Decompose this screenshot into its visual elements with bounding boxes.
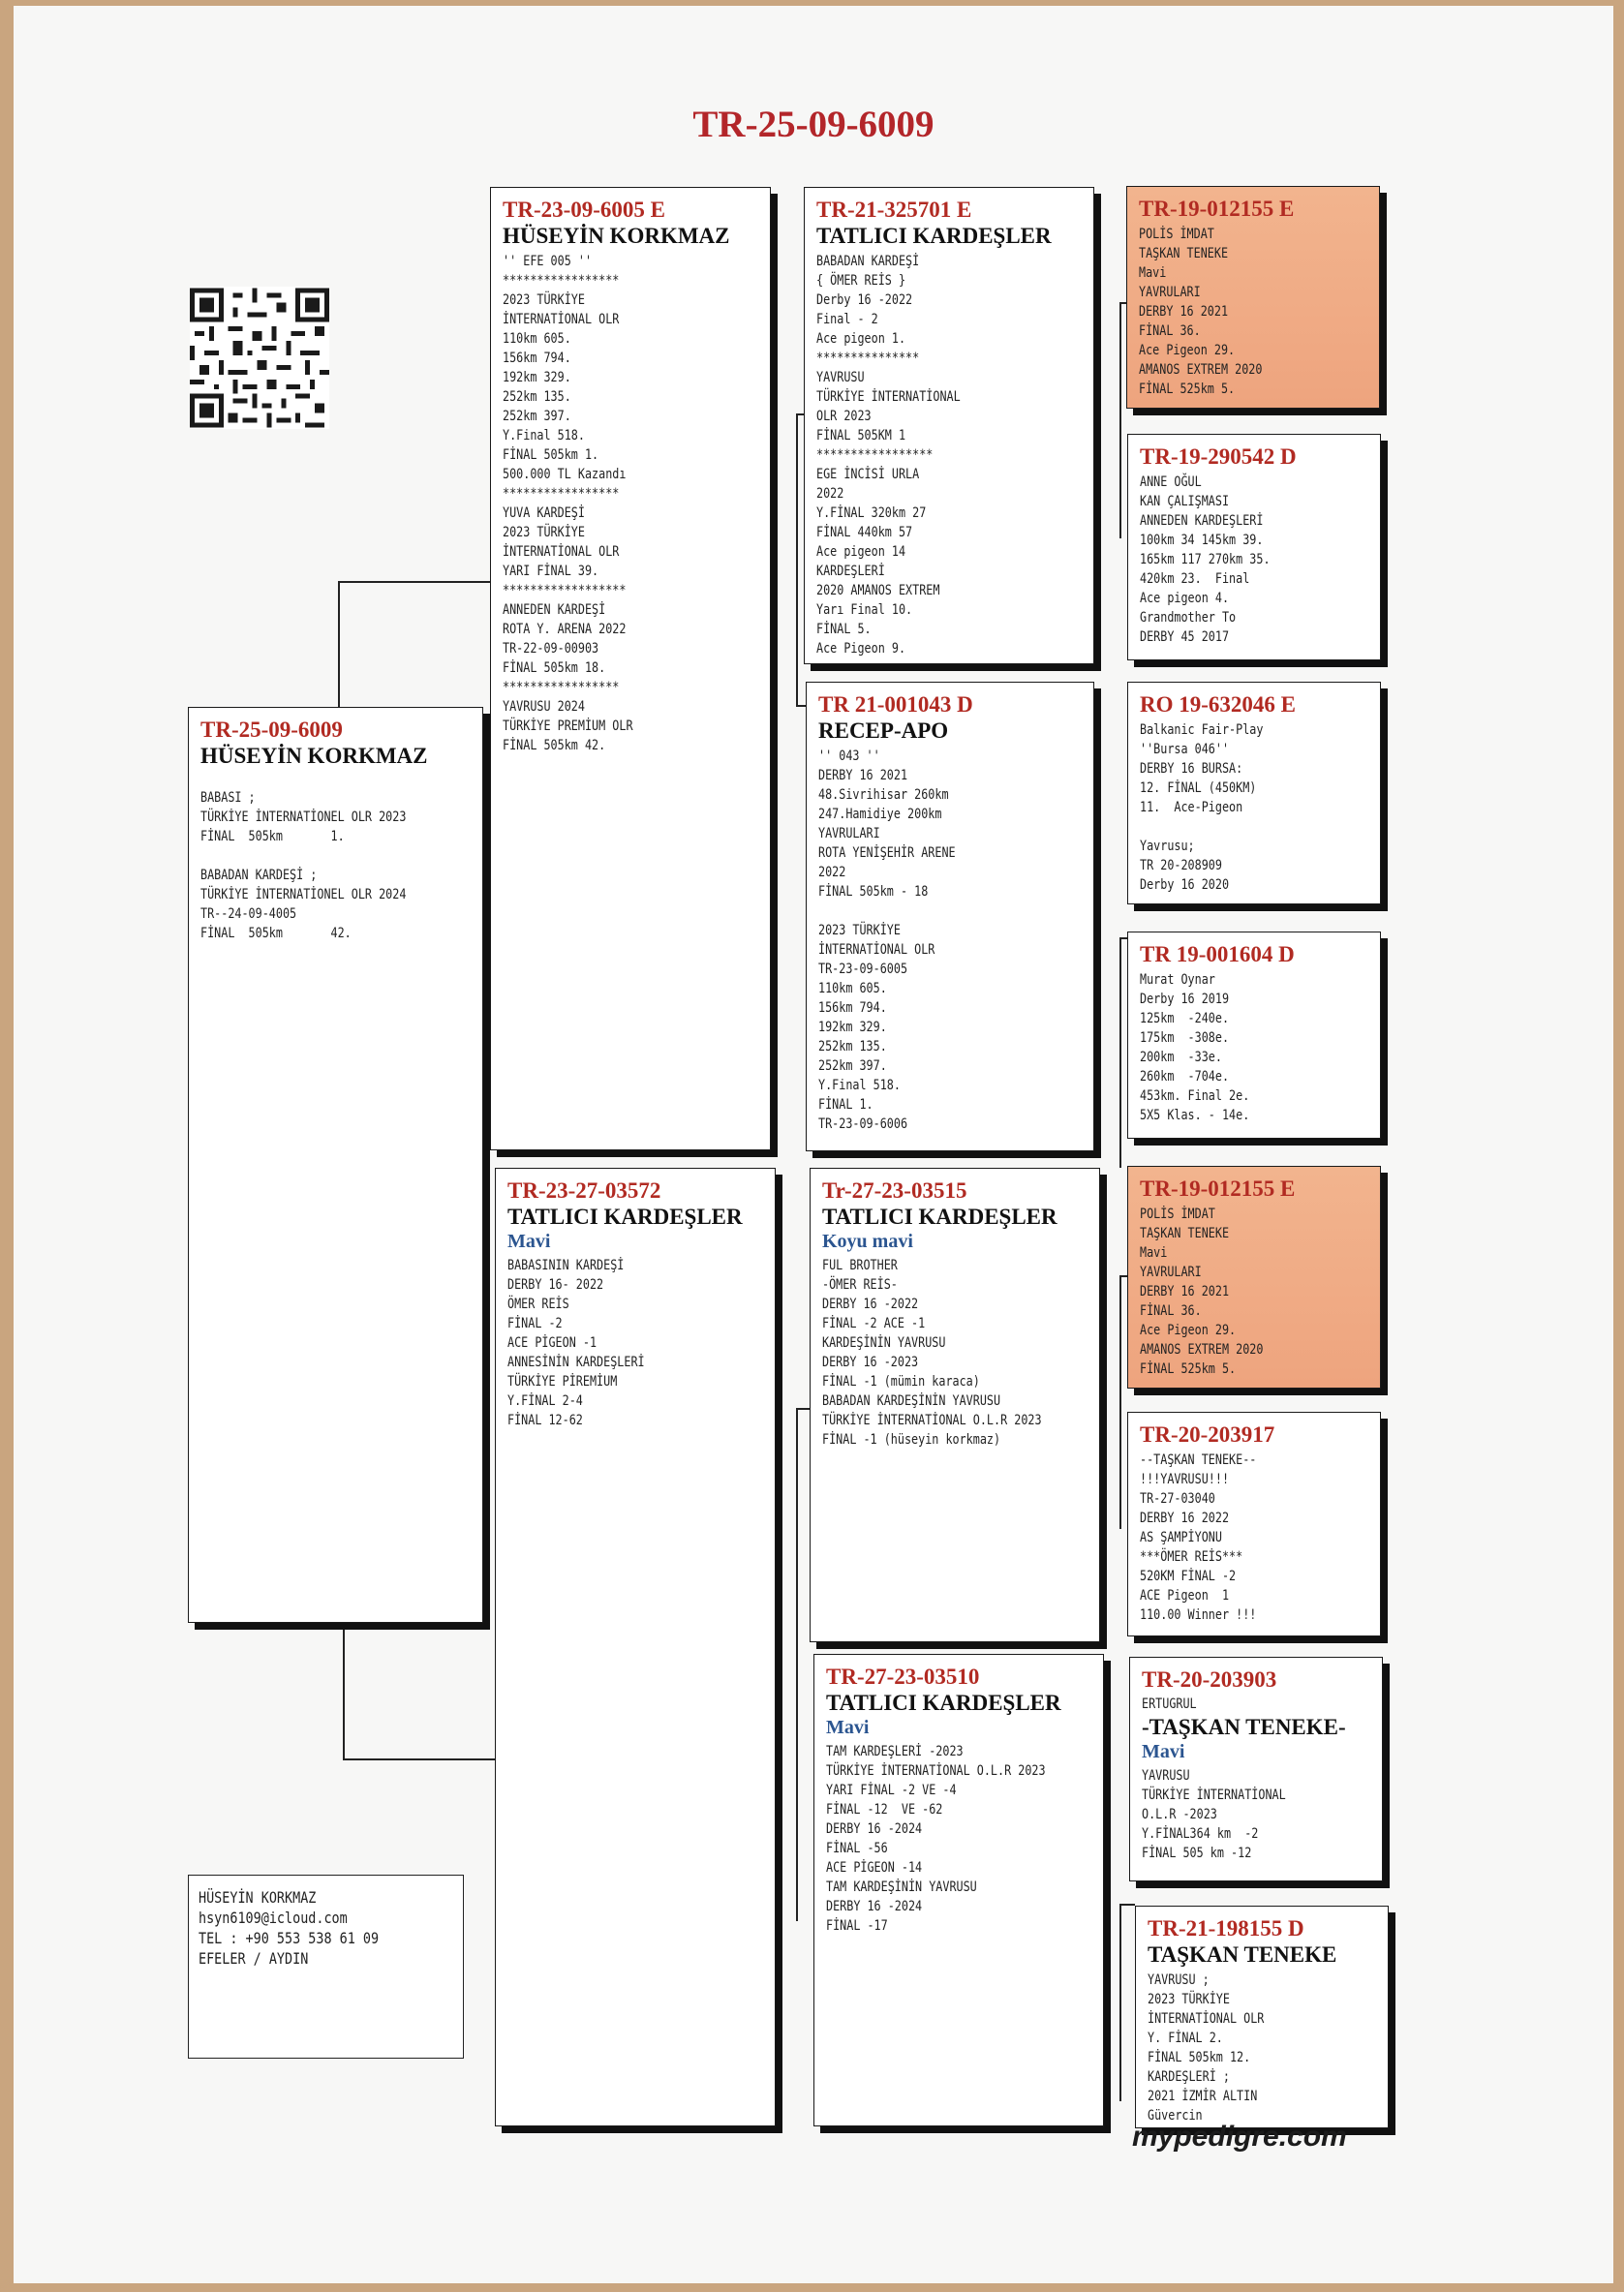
great-grandparent-card bbox=[1126, 186, 1380, 409]
color-label: Mavi bbox=[507, 1231, 551, 1252]
ring-number: TR-19-012155 E bbox=[1140, 1177, 1296, 1201]
brand-logo: mypedigre.com bbox=[1132, 2121, 1347, 2153]
owner-name: TATLICI KARDEŞLER bbox=[826, 1691, 1061, 1715]
color-label: Koyu mavi bbox=[822, 1231, 913, 1252]
card-notes: POLİS İMDAT TAŞKAN TENEKE Mavi YAVRULARI DERBY 16 2021 FİNAL 36. Ace Pigeon 29. AMANOS EXTREM 2020 FİNAL 525km 5. bbox=[1139, 227, 1263, 397]
ring-number: TR-20-203903 bbox=[1142, 1667, 1277, 1692]
connector-line bbox=[796, 413, 798, 707]
grandparent-card bbox=[810, 1168, 1100, 1642]
qr-code-icon bbox=[190, 287, 329, 429]
card-notes: '' 043 '' DERBY 16 2021 48.Sivrihisar 260km 247.Hamidiye 200km YAVRULARI ROTA YENİŞEHİR ARENE 2022 FİNAL 505km - 18 2023 TÜRKİYE İNTERNATİONAL OLR TR-23-09-6005 110km 605. 156km 794. 192km 329. 252km 135. 252km 397. Y.Final 518. FİNAL 1. TR-23-09-6006 bbox=[818, 749, 956, 1132]
owner-name: RECEP-APO bbox=[818, 718, 949, 743]
ring-number: TR-23-27-03572 bbox=[507, 1178, 661, 1203]
owner-name: HÜSEYİN KORKMAZ bbox=[503, 224, 730, 248]
ring-number: TR-21-198155 D bbox=[1148, 1916, 1304, 1941]
contact-info: HÜSEYİN KORKMAZ hsyn6109@icloud.com TEL : +90 553 538 61 09 EFELER / AYDIN bbox=[199, 1888, 380, 1968]
pedigree-sheet bbox=[14, 6, 1613, 2283]
connector-line bbox=[338, 581, 505, 583]
ring-number: TR-21-325701 E bbox=[816, 198, 972, 222]
card-notes: '' EFE 005 '' ***************** 2023 TÜRKİYE İNTERNATİONAL OLR 110km 605. 156km 794. 192km 329. 252km 135. 252km 397. Y.Final 518. FİNAL 505km 1. 500.000 TL Kazandı ***************** YUVA KARDEŞİ 2023 TÜRKİYE İNTERNATİONAL OLR YARI FİNAL 39. ****************** ANNEDEN KARDEŞİ ROTA Y. ARENA 2022 TR-22-09-00903 FİNAL 505km 18. ***************** YAVRUSU 2024 TÜRKİYE PREMİUM OLR FİNAL 505km 42. bbox=[503, 254, 633, 753]
ring-number: TR-25-09-6009 bbox=[200, 718, 343, 742]
owner-name: TATLICI KARDEŞLER bbox=[816, 224, 1052, 248]
card-notes: ANNE OĞUL KAN ÇALIŞMASI ANNEDEN KARDEŞLERİ 100km 34 145km 39. 165km 117 270km 35. 420km 23. Final Ace pigeon 4. Grandmother To DERBY 45 2017 bbox=[1140, 474, 1271, 645]
ring-number: TR 19-001604 D bbox=[1140, 942, 1295, 966]
contact-card bbox=[188, 1875, 464, 2059]
dam-card bbox=[495, 1168, 776, 2126]
card-notes: BABASININ KARDEŞİ DERBY 16- 2022 ÖMER REİS FİNAL -2 ACE PİGEON -1 ANNESİNİN KARDEŞLERİ TÜRKİYE PİREMİUM Y.FİNAL 2-4 FİNAL 12-62 bbox=[507, 1258, 645, 1428]
great-grandparent-card bbox=[1127, 932, 1381, 1139]
great-grandparent-card bbox=[1127, 1412, 1381, 1636]
ring-number: TR 21-001043 D bbox=[818, 692, 973, 717]
card-notes: BABASI ; TÜRKİYE İNTERNATİONEL OLR 2023 FİNAL 505km 1. BABADAN KARDEŞİ ; TÜRKİYE İNTERNATİONEL OLR 2024 TR--24-09-4005 FİNAL 505km 42. bbox=[200, 790, 407, 941]
subject-card bbox=[188, 707, 483, 1623]
owner-name: TATLICI KARDEŞLER bbox=[822, 1205, 1057, 1229]
ring-number: TR-20-203917 bbox=[1140, 1422, 1275, 1447]
connector-line bbox=[1119, 937, 1121, 1168]
color-label: Mavi bbox=[826, 1717, 870, 1738]
great-grandparent-card bbox=[1127, 434, 1381, 660]
connector-line bbox=[796, 1408, 798, 1921]
card-notes: FUL BROTHER -ÖMER REİS- DERBY 16 -2022 FİNAL -2 ACE -1 KARDEŞİNİN YAVRUSU DERBY 16 -2023 FİNAL -1 (mümin karaca) BABADAN KARDEŞİNİN YAVRUSU TÜRKİYE İNTERNATİONAL O.L.R 2023 FİNAL -1 (hüseyin korkmaz) bbox=[822, 1258, 1042, 1448]
great-grandparent-card bbox=[1127, 1166, 1381, 1389]
connector-line bbox=[1119, 1904, 1135, 1906]
owner-name: -TAŞKAN TENEKE- bbox=[1142, 1715, 1346, 1739]
page-title: TR-25-09-6009 bbox=[692, 104, 935, 145]
connector-line bbox=[1119, 302, 1121, 538]
grandparent-card bbox=[806, 682, 1094, 1151]
card-notes: Murat Oynar Derby 16 2019 125km -240e. 175km -308e. 200km -33e. 260km -704e. 453km. Final 2e. 5X5 Klas. - 14e. bbox=[1140, 972, 1250, 1123]
owner-name: HÜSEYİN KORKMAZ bbox=[200, 744, 428, 768]
ring-number: TR-19-290542 D bbox=[1140, 444, 1297, 469]
ring-number: RO 19-632046 E bbox=[1140, 692, 1296, 717]
sire-card bbox=[490, 187, 771, 1150]
ring-number: TR-27-23-03510 bbox=[826, 1665, 980, 1689]
card-notes: YAVRUSU ; 2023 TÜRKİYE İNTERNATİONAL OLR Y. FİNAL 2. FİNAL 505km 12. KARDEŞLERİ ; 2021 İZMİR ALTIN Güvercin bbox=[1148, 1972, 1265, 2124]
connector-line bbox=[343, 1758, 507, 1760]
grandparent-card bbox=[813, 1654, 1104, 2126]
grandparent-card bbox=[804, 187, 1094, 664]
connector-line bbox=[1119, 1275, 1121, 1529]
great-grandparent-card bbox=[1129, 1657, 1383, 1881]
connector-line bbox=[338, 581, 340, 718]
great-grandparent-card bbox=[1127, 682, 1381, 904]
ring-number: TR-23-09-6005 E bbox=[503, 198, 666, 222]
connector-line bbox=[343, 1623, 345, 1760]
card-notes: BABADAN KARDEŞİ { ÖMER REİS } Derby 16 -2022 Final - 2 Ace pigeon 1. *************** YAVRUSU TÜRKİYE İNTERNATİONAL OLR 2023 FİNAL 505KM 1 ***************** EGE İNCİSİ URLA 2022 Y.FİNAL 320km 27 FİNAL 440km 57 Ace pigeon 14 KARDEŞLERİ 2020 AMANOS EXTREM Yarı Final 10. FİNAL 5. Ace Pigeon 9. bbox=[816, 254, 961, 657]
owner-name: TATLICI KARDEŞLER bbox=[507, 1205, 743, 1229]
connector-line bbox=[1119, 1904, 1121, 2101]
owner-name: TAŞKAN TENEKE bbox=[1148, 1942, 1337, 1967]
great-grandparent-card bbox=[1135, 1906, 1389, 2128]
card-notes: Balkanic Fair-Play ''Bursa 046'' DERBY 16 BURSA: 12. FİNAL (450KM) 11. Ace-Pigeon Yavrusu; TR 20-208909 Derby 16 2020 bbox=[1140, 722, 1264, 893]
ring-number: Tr-27-23-03515 bbox=[822, 1178, 967, 1203]
card-notes: YAVRUSU TÜRKİYE İNTERNATİONAL O.L.R -2023 Y.FİNAL364 km -2 FİNAL 505 km -12 bbox=[1142, 1768, 1286, 1861]
card-pre: ERTUGRUL bbox=[1142, 1696, 1197, 1712]
card-notes: TAM KARDEŞLERİ -2023 TÜRKİYE İNTERNATİONAL O.L.R 2023 YARI FİNAL -2 VE -4 FİNAL -12 VE -62 DERBY 16 -2024 FİNAL -56 ACE PİGEON -14 TAM KARDEŞİNİN YAVRUSU DERBY 16 -2024 FİNAL -17 bbox=[826, 1744, 1046, 1934]
card-notes: --TAŞKAN TENEKE-- !!!YAVRUSU!!! TR-27-03040 DERBY 16 2022 AS ŞAMPİYONU ***ÖMER REİS*** 520KM FİNAL -2 ACE Pigeon 1 110.00 Winner !!! bbox=[1140, 1452, 1257, 1623]
color-label: Mavi bbox=[1142, 1741, 1185, 1762]
card-notes: POLİS İMDAT TAŞKAN TENEKE Mavi YAVRULARI DERBY 16 2021 FİNAL 36. Ace Pigeon 29. AMANOS EXTREM 2020 FİNAL 525km 5. bbox=[1140, 1207, 1264, 1377]
ring-number: TR-19-012155 E bbox=[1139, 197, 1295, 221]
